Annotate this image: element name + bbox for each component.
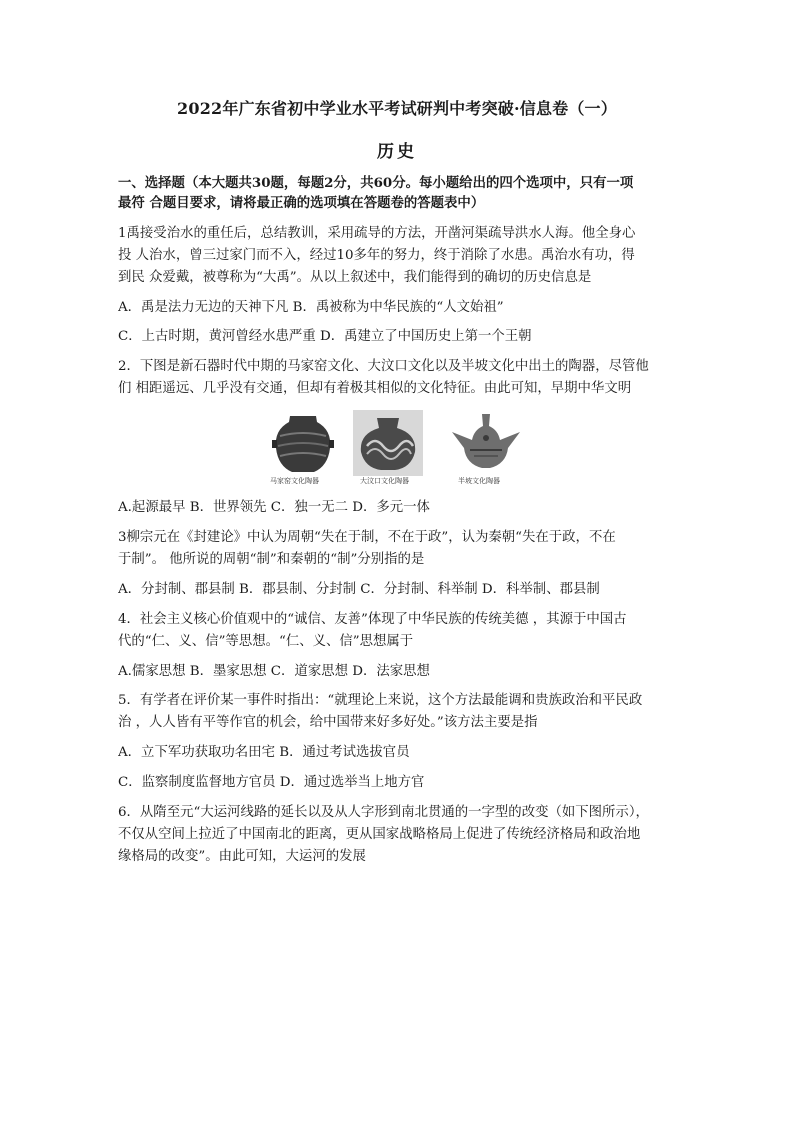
pottery-caption: 半坡文化陶器	[458, 477, 500, 485]
question-6-text: 缘格局的改变”。由此可知，大运河的发展	[118, 849, 366, 864]
question-6-text: 6．从隋至元“大运河线路的延长以及从人字形到南北贯通的一字型的改变（如下图所示），	[118, 805, 649, 820]
pottery-caption: 马家窑文化陶器	[270, 477, 319, 485]
question-2-text: 们 相距遥远、几乎没有交通，但却有着极其相似的文化特征。由此可知，早期中华文明	[118, 381, 632, 396]
question-3-options: A．分封制、郡县制 B．郡县制、分封制 C．分封制、科举制 D．科举制、郡县制	[118, 582, 600, 597]
question-2-options: A.起源最早 B．世界领先 C．独一无二 D．多元一体	[118, 500, 430, 515]
question-1-options: A．禹是法力无边的天神下凡 B．禹被称为中华民族的“人文始祖”	[118, 300, 504, 315]
section-header-line: 一、选择题（本大题共30题，每题2分，共60分。每小题给出的四个选项中，只有一项	[118, 175, 634, 191]
pottery-figure	[268, 410, 528, 490]
question-4-options: A.儒家思想 B．墨家思想 C．道家思想 D．法家思想	[118, 664, 430, 679]
question-3-text: 3柳宗元在《封建论》中认为周朝“失在于制，不在于政”，认为秦朝“失在于政，不在	[118, 530, 616, 545]
pottery-caption: 大汶口文化陶器	[360, 477, 409, 485]
question-1-text: 投 人治水，曾三过家门而不入，经过10多年的努力，终于消除了水患。禹治水有功，得	[118, 248, 635, 263]
question-5-options: A．立下军功获取功名田宅 B．通过考试选拔官员	[118, 745, 410, 760]
question-5-options: C．监察制度监督地方官员 D．通过选举当上地方官	[118, 775, 425, 790]
question-1-text: 1禹接受治水的重任后，总结教训，采用疏导的方法，开凿河渠疏导洪水人海。他全身心	[118, 226, 636, 241]
page-title: 2022年广东省初中学业水平考试研判中考突破·信息卷（一）	[177, 99, 617, 118]
question-5-text: 5．有学者在评价某一事件时指出：“就理论上来说，这个方法最能调和贵族政治和平民政	[118, 693, 643, 708]
question-5-text: 治 ，人人皆有平等作官的机会，给中国带来好多好处。”该方法主要是指	[118, 715, 538, 730]
question-6-text: 不仅从空间上拉近了中国南北的距离，更从国家战略格局上促进了传统经济格局和政治地	[118, 827, 641, 842]
question-4-text: 4．社会主义核心价值观中的“诚信、友善”体现了中华民族的传统美德 ，其源于中国古	[118, 612, 627, 627]
majiayao-pottery-image	[268, 410, 338, 478]
question-4-text: 代的“仁、义、信”等思想。“仁、义、信”思想属于	[118, 634, 414, 649]
question-3-text: 于制”。 他所说的周朝“制”和秦朝的“制”分别指的是	[118, 552, 425, 567]
question-1-options: C．上古时期，黄河曾经水患严重 D．禹建立了中国历史上第一个王朝	[118, 329, 532, 344]
section-header-line: 最符 合题目要求，请将最正确的选项填在答题卷的答题表中）	[118, 195, 485, 211]
banpo-pottery-image	[446, 410, 526, 478]
question-2-text: 2．下图是新石器时代中期的马家窑文化、大汶口文化以及半坡文化中出土的陶器，尽管他	[118, 359, 649, 374]
subject-heading: 历史	[377, 142, 417, 162]
dawenkou-pottery-image	[353, 410, 423, 478]
question-1-text: 到民 众爱戴，被尊称为“大禹”。从以上叙述中，我们能得到的确切的历史信息是	[118, 270, 592, 285]
